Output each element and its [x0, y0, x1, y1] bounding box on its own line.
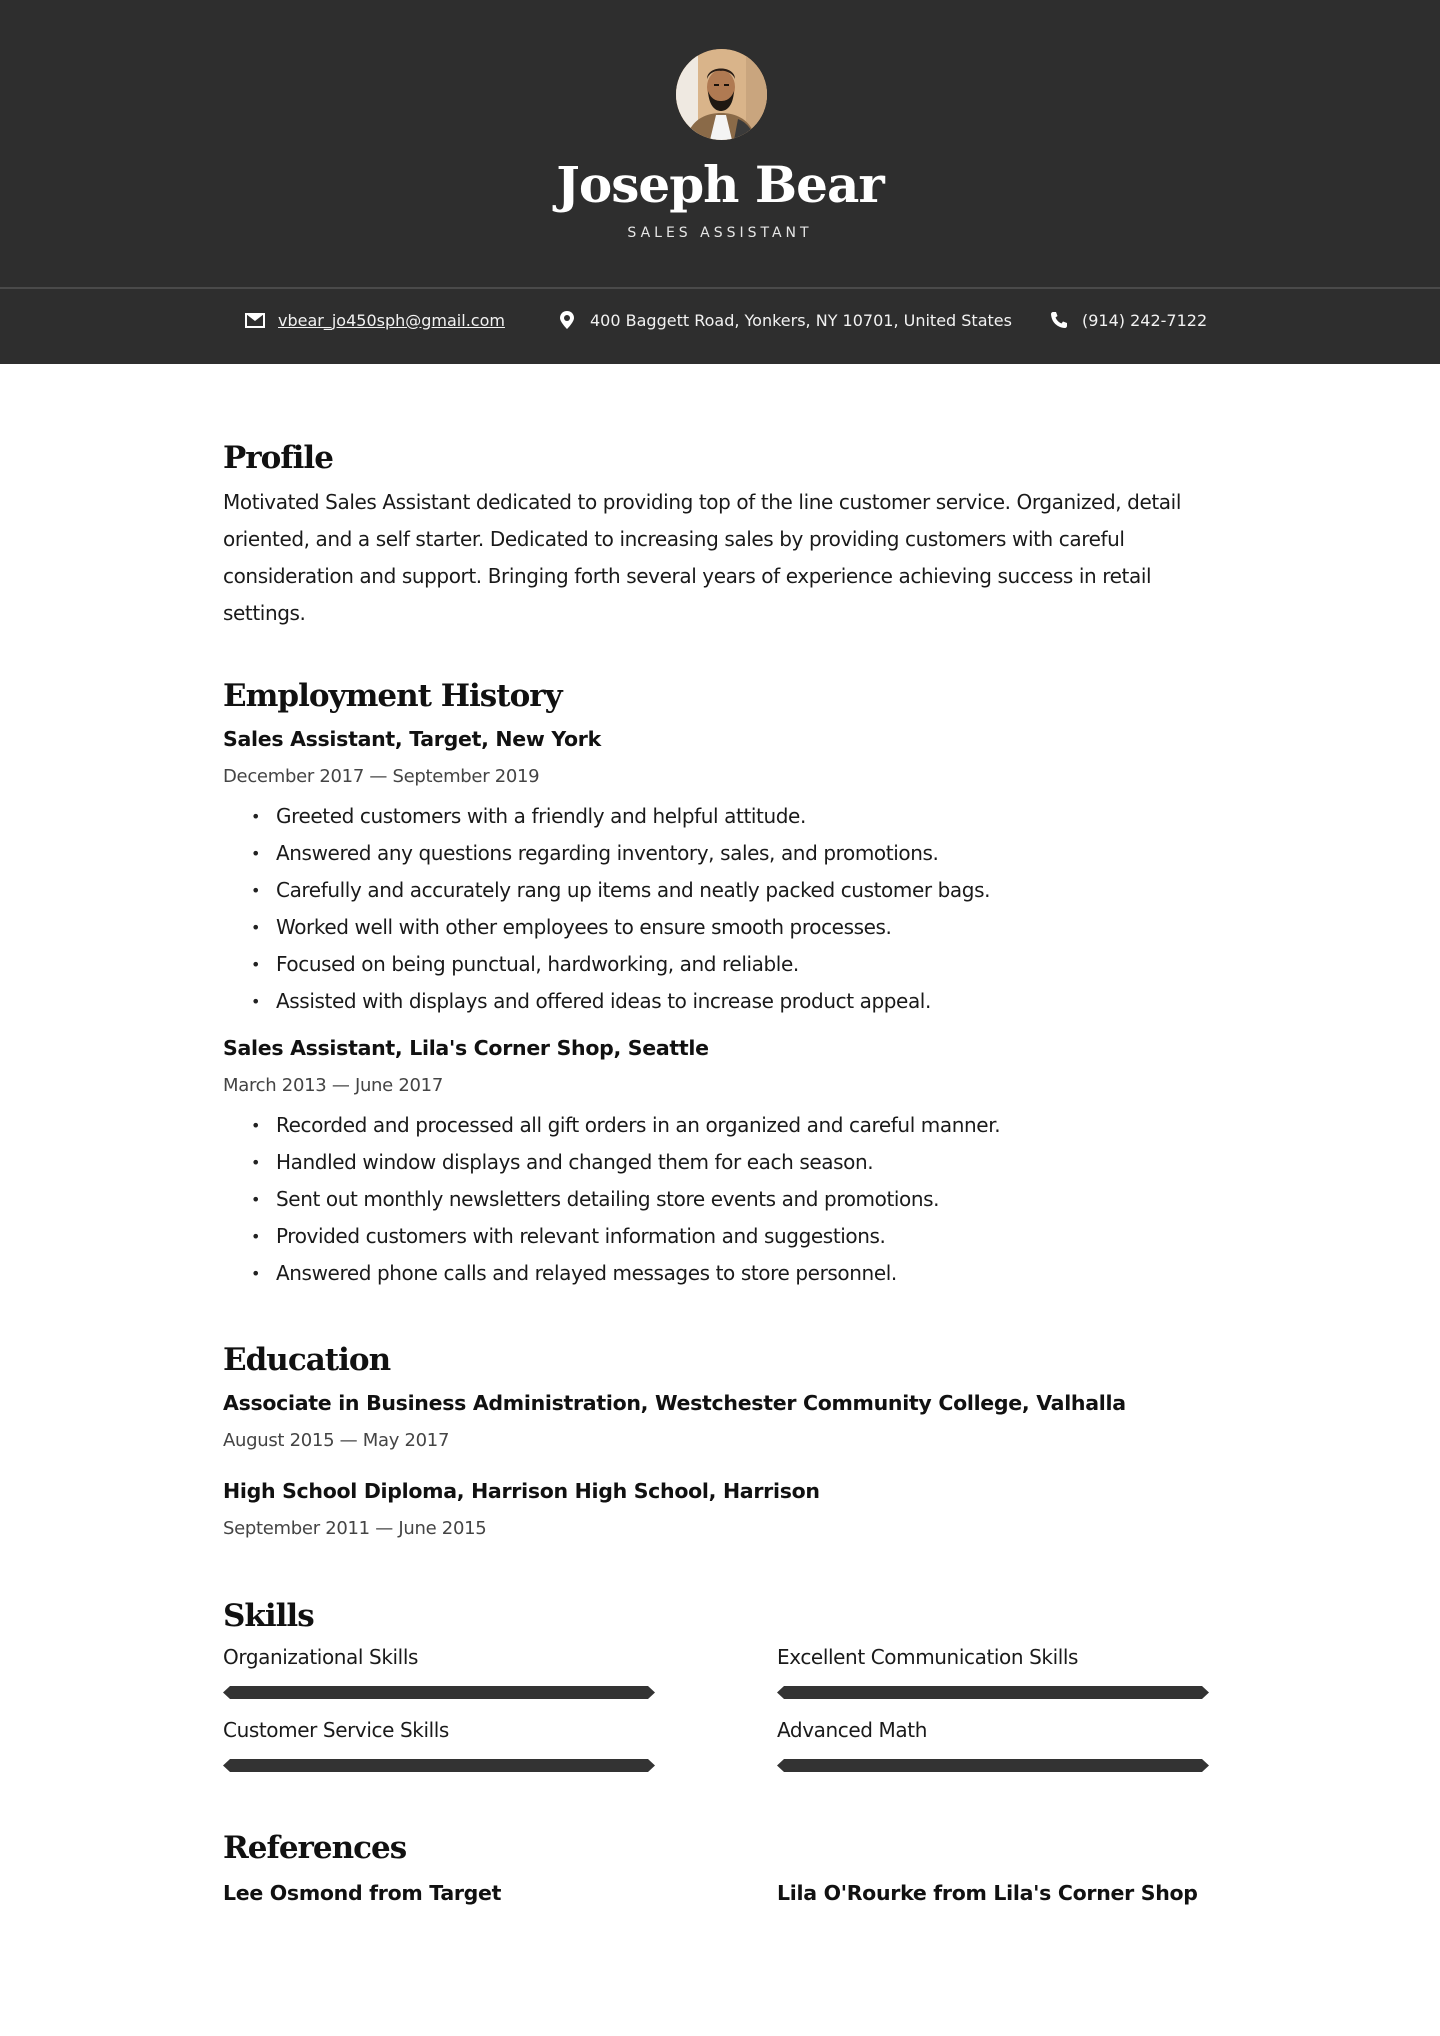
envelope-icon — [244, 309, 266, 331]
list-item: • Recorded and processed all gift orders in an organized and careful manner. — [223, 1107, 1223, 1144]
list-item: • Greeted customers with a friendly and helpful attitude. — [223, 798, 1223, 835]
education-section — [223, 1338, 1223, 1544]
employment-section — [223, 674, 1223, 1292]
list-item: • Carefully and accurately rang up items and neatly packed customer bags. — [223, 872, 1223, 909]
list-item: • Answered phone calls and relayed messages to store personnel. — [223, 1255, 1223, 1292]
skill-level-bar — [223, 1686, 655, 1699]
degree-title: Associate in Business Administration, Westchester Community College, Valhalla — [223, 1391, 1126, 1415]
education-dates: August 2015 — May 2017 — [223, 1430, 450, 1451]
job-dates: March 2013 — June 2017 — [223, 1075, 443, 1096]
phone-icon — [1048, 309, 1070, 331]
skill-item — [777, 1715, 1209, 1772]
resume-header — [0, 0, 1440, 364]
portrait-photo-icon — [676, 49, 767, 140]
references-section — [223, 1826, 1223, 1916]
references-heading: References — [223, 1830, 407, 1866]
education-entry — [223, 1476, 1223, 1544]
phone-text: (914) 242-7122 — [1082, 310, 1208, 330]
job-title: Sales Assistant, Target, New York — [223, 727, 601, 751]
skill-level-bar — [223, 1759, 655, 1772]
job-entry — [223, 724, 1223, 1020]
address-text: 400 Baggett Road, Yonkers, NY 10701, United States — [590, 310, 1012, 330]
email-link[interactable]: vbear_jo450sph@gmail.com — [278, 310, 505, 330]
profile-summary: Motivated Sales Assistant dedicated to providing top of the line customer service. Organized, detail oriented, and a self starter. Dedicated to increasing sales by providing customers with careful consideration and support. Bringing forth several years of experience achieving success in retail settings. — [223, 490, 1181, 625]
list-item: • Sent out monthly newsletters detailing store events and promotions. — [223, 1181, 1223, 1218]
job-title: Sales Assistant, Lila's Corner Shop, Seattle — [223, 1036, 709, 1060]
education-dates: September 2011 — June 2015 — [223, 1518, 487, 1539]
list-item: • Assisted with displays and offered ideas to increase product appeal. — [223, 983, 1223, 1020]
skill-label: Customer Service Skills — [223, 1718, 449, 1742]
skills-grid — [223, 1642, 1223, 1792]
job-entry — [223, 1033, 1223, 1292]
employment-heading: Employment History — [223, 678, 562, 714]
profile-heading: Profile — [223, 440, 333, 476]
job-bullets — [223, 1107, 1223, 1292]
skill-label: Organizational Skills — [223, 1645, 418, 1669]
avatar — [676, 49, 767, 140]
list-item: • Focused on being punctual, hardworking, and reliable. — [223, 946, 1223, 983]
job-bullets — [223, 798, 1223, 1020]
degree-title: High School Diploma, Harrison High School, Harrison — [223, 1479, 820, 1503]
skill-label: Excellent Communication Skills — [777, 1645, 1079, 1669]
map-pin-icon — [556, 309, 578, 331]
list-item: • Worked well with other employees to ensure smooth processes. — [223, 909, 1223, 946]
list-item: • Answered any questions regarding inventory, sales, and promotions. — [223, 835, 1223, 872]
skill-label: Advanced Math — [777, 1718, 927, 1742]
skill-item — [223, 1642, 655, 1699]
education-entry — [223, 1388, 1223, 1456]
list-item: • Provided customers with relevant information and suggestions. — [223, 1218, 1223, 1255]
skills-heading: Skills — [223, 1598, 314, 1634]
skill-item — [223, 1715, 655, 1772]
skill-level-bar — [777, 1759, 1209, 1772]
contact-email — [244, 300, 505, 340]
list-item: • Handled window displays and changed them for each season. — [223, 1144, 1223, 1181]
skills-section — [223, 1594, 1223, 1792]
job-title-subtitle: SALES ASSISTANT — [627, 225, 813, 241]
profile-section — [223, 436, 1223, 632]
contact-address — [556, 300, 1012, 340]
reference-item: Lila O'Rourke from Lila's Corner Shop — [777, 1881, 1198, 1905]
candidate-name: Joseph Bear — [556, 155, 884, 214]
reference-item: Lee Osmond from Target — [223, 1881, 502, 1905]
job-dates: December 2017 — September 2019 — [223, 766, 540, 787]
contact-phone — [1048, 300, 1207, 340]
skill-level-bar — [777, 1686, 1209, 1699]
header-divider — [0, 287, 1440, 289]
education-heading: Education — [223, 1342, 391, 1378]
skill-item — [777, 1642, 1209, 1699]
